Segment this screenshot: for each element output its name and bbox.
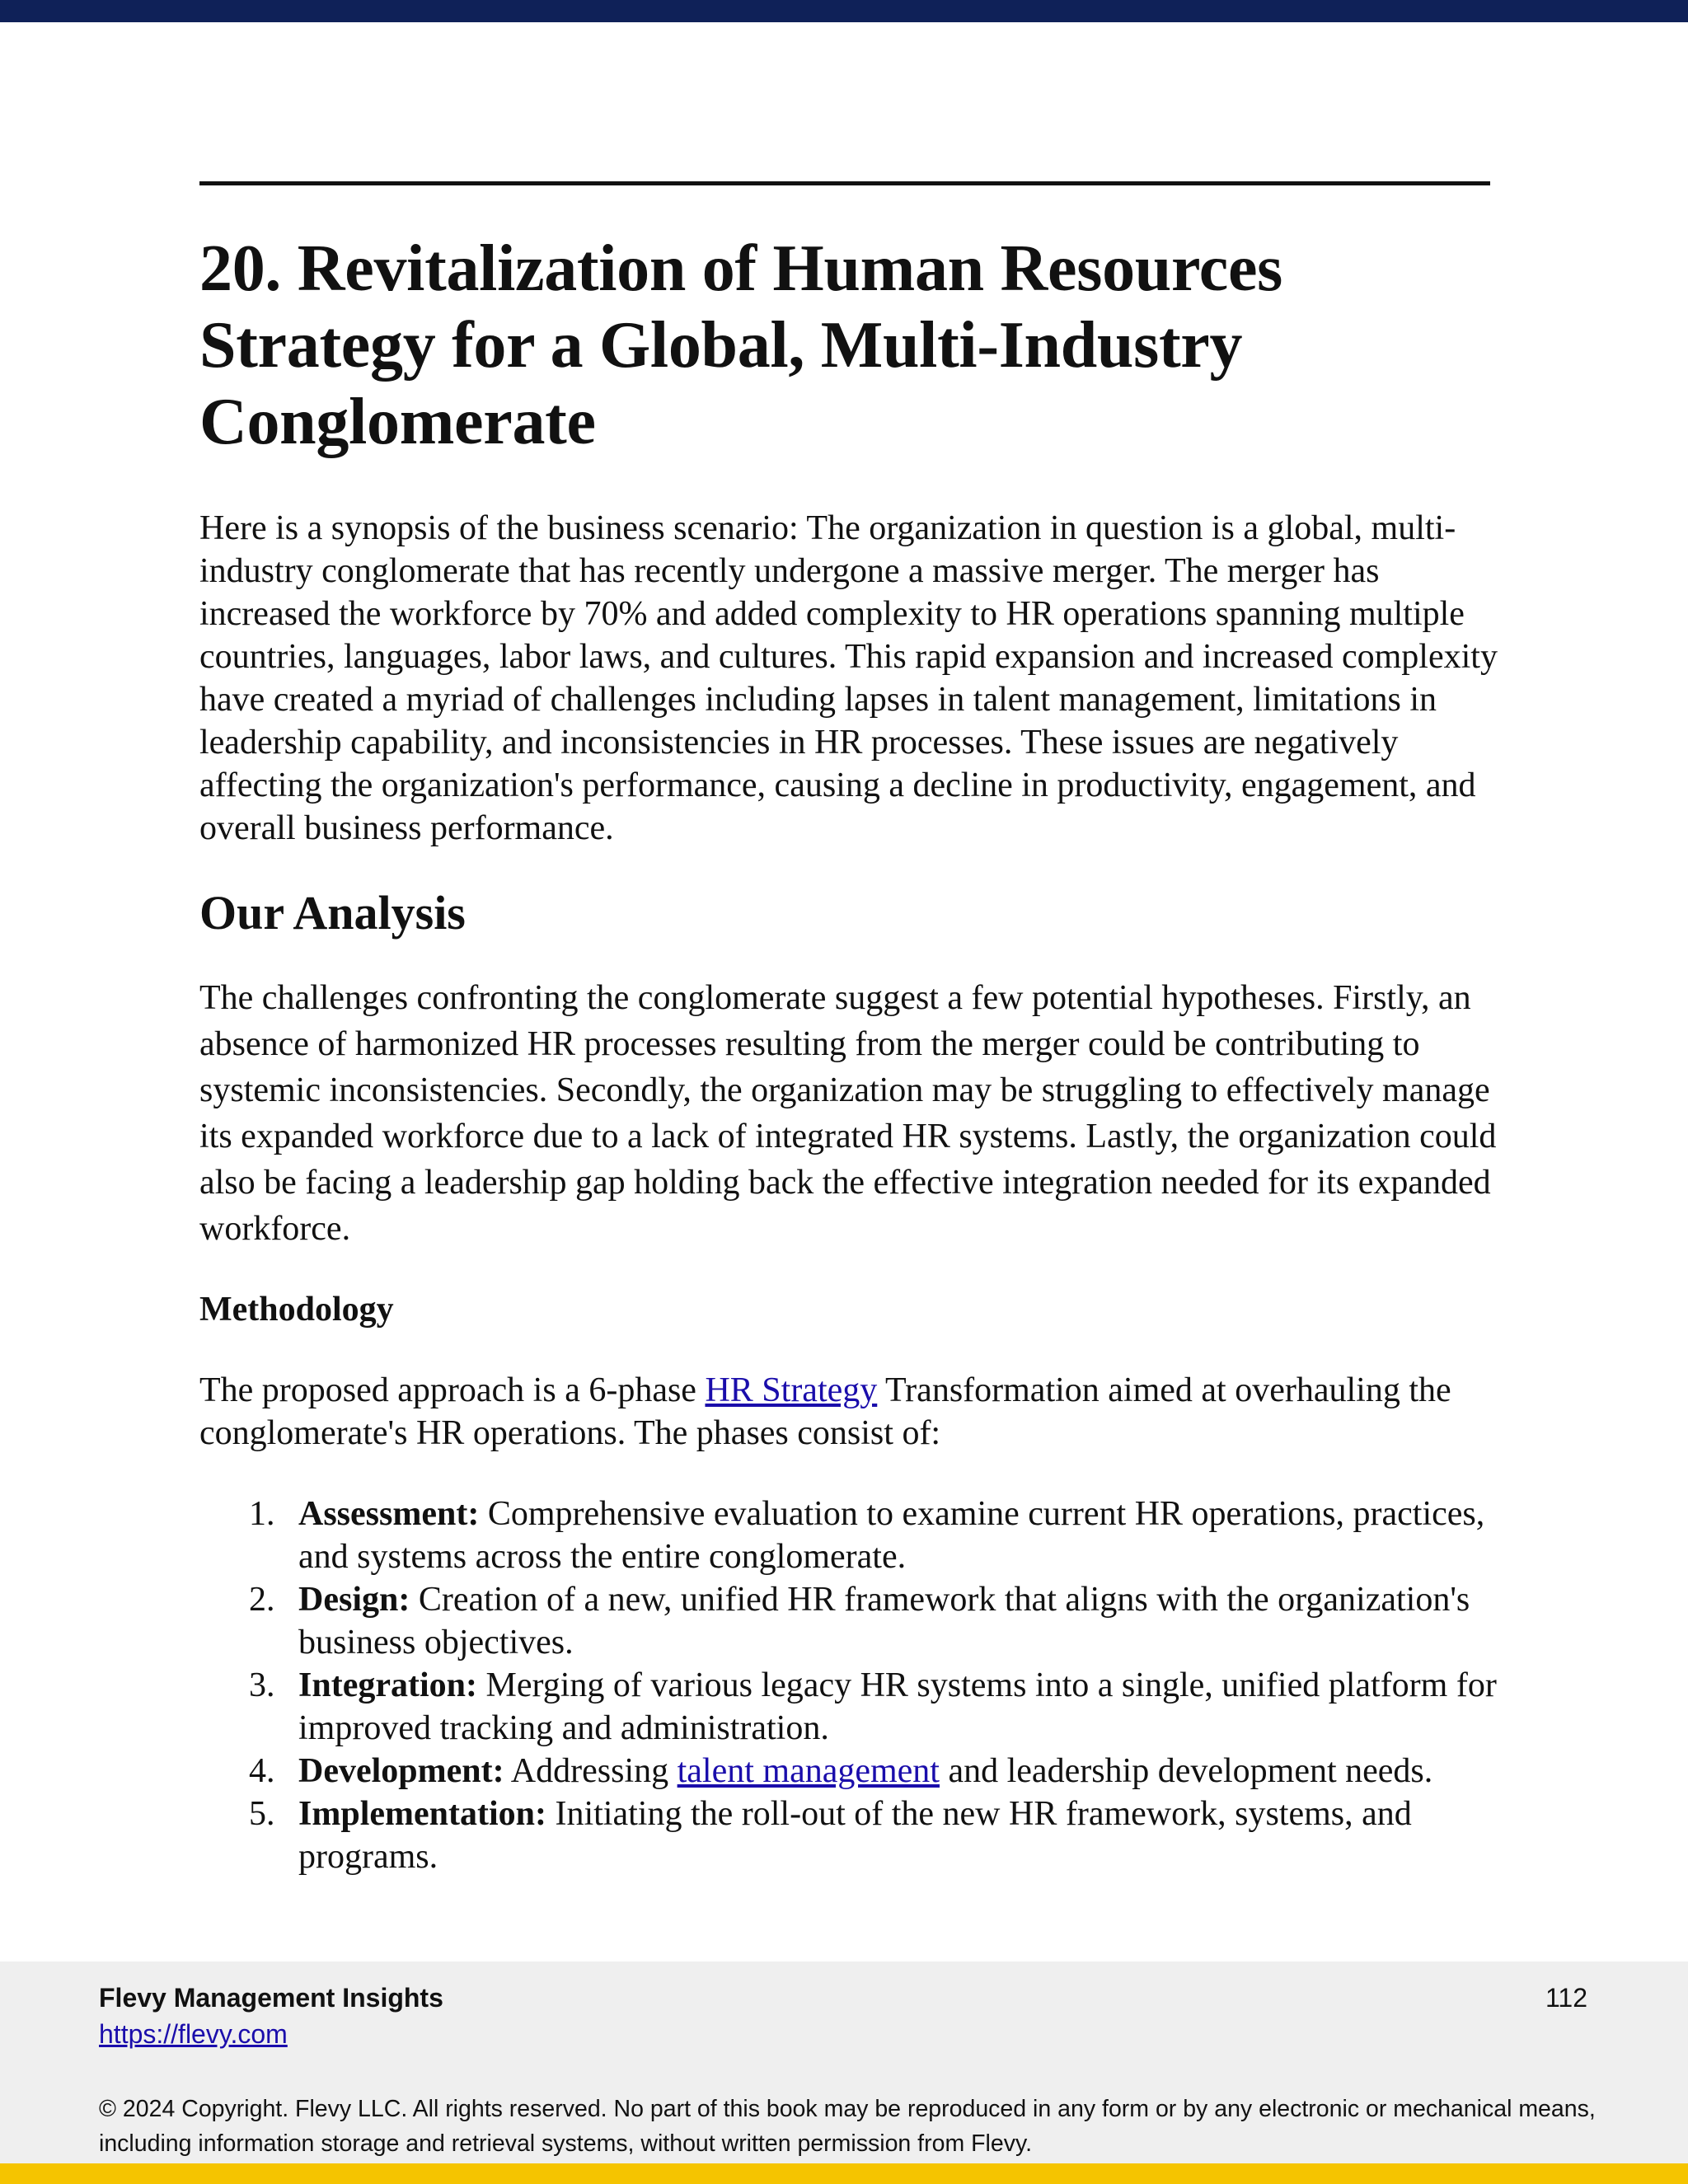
page-footer [0, 1961, 1688, 2163]
methodology-heading: Methodology [199, 1291, 394, 1329]
phase-label: Integration: [298, 1666, 477, 1704]
list-item [199, 1493, 1502, 1578]
list-item [199, 1578, 1502, 1664]
page-title: 20. Revitalization of Human Resources Strategy for a Global, Multi-Industry Conglomerate [199, 232, 1282, 458]
list-item [199, 1664, 1502, 1750]
analysis-heading: Our Analysis [199, 886, 466, 940]
list-number: 1. [249, 1495, 275, 1533]
list-number: 2. [249, 1581, 275, 1619]
list-number: 5. [249, 1795, 275, 1833]
phase-label: Implementation: [298, 1795, 546, 1833]
footer-brand: Flevy Management Insights [99, 1983, 443, 2013]
footer-url-link[interactable]: https://flevy.com [99, 2019, 288, 2049]
phase-text-end: and leadership development needs. [939, 1752, 1433, 1790]
phase-label: Development: [298, 1752, 504, 1790]
talent-management-link[interactable]: talent management [677, 1752, 940, 1790]
analysis-paragraph: The challenges confronting the conglomerate suggest a few potential hypotheses. Firstly, an absence of harmonized HR processes resulting from the merger could be contributing to systemic inconsistencies. Secondly, the organization may be struggling to effectively manage its expanded workforce due to a lack of integrated HR systems. Lastly, the organization could also be facing a leadership gap holding back the effective integration needed for its expanded workforce. [199, 979, 1497, 1248]
list-item [199, 1793, 1502, 1878]
bottom-accent-bar [0, 2163, 1688, 2184]
page-number: 112 [1545, 1983, 1587, 2013]
phase-text: Initiating the roll-out of the new HR framework, systems, and programs. [298, 1795, 1412, 1876]
phase-text: Creation of a new, unified HR framework that aligns with the organization's business objectives. [298, 1581, 1470, 1661]
phases-list [199, 1493, 1502, 1878]
phase-text: Merging of various legacy HR systems into a single, unified platform for improved tracking and administration. [298, 1666, 1497, 1747]
list-number: 4. [249, 1752, 275, 1790]
hr-strategy-link[interactable]: HR Strategy [705, 1371, 878, 1409]
methodology-intro [199, 1369, 1502, 1455]
list-item [199, 1750, 1502, 1793]
phase-text: Addressing [504, 1752, 678, 1790]
top-accent-bar [0, 0, 1688, 22]
methodology-intro-text-end: Transformation aimed at overhauling the conglomerate's HR operations. The phases consist of: [199, 1371, 1451, 1452]
page-content [199, 231, 1502, 1878]
title-divider [199, 181, 1490, 185]
synopsis-paragraph: Here is a synopsis of the business scenario: The organization in question is a global, multi-industry conglomerate that has recently undergone a massive merger. The merger has increased the workforce by 70% and added complexity to HR operations spanning multiple countries, languages, labor laws, and cultures. This rapid expansion and increased complexity have created a myriad of challenges including lapses in talent management, limitations in leadership capability, and inconsistencies in HR processes. These issues are negatively affecting the organization's performance, causing a decline in productivity, engagement, and overall business performance. [199, 509, 1498, 847]
phase-text: Comprehensive evaluation to examine current HR operations, practices, and systems across the entire conglomerate. [298, 1495, 1485, 1576]
list-number: 3. [249, 1666, 275, 1704]
phase-label: Design: [298, 1581, 410, 1619]
methodology-intro-text: The proposed approach is a 6-phase [199, 1371, 706, 1409]
phase-label: Assessment: [298, 1495, 480, 1533]
copyright-notice: © 2024 Copyright. Flevy LLC. All rights reserved. No part of this book may be reproduced in any form or by any electronic or mechanical means, including information storage and retrieval systems, without written permission from Flevy. [99, 2096, 1596, 2157]
